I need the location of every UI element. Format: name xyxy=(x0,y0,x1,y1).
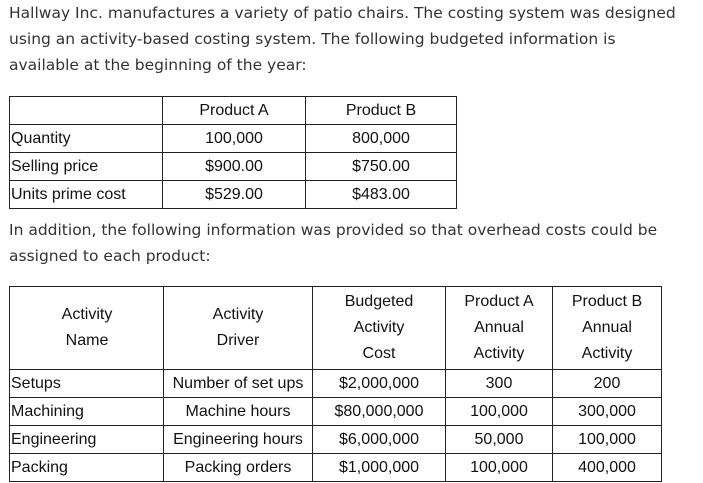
table-row xyxy=(10,398,662,426)
table-cell: 300 xyxy=(446,370,553,398)
product-info-table xyxy=(9,96,457,209)
activity-cost-table xyxy=(9,286,662,482)
intro-paragraph xyxy=(9,0,699,78)
table-cell: 100,000 xyxy=(163,125,306,153)
header-cell-product-a: Product A Annual Activity xyxy=(446,287,553,370)
table-cell: $6,000,000 xyxy=(313,426,446,454)
table-cell: $529.00 xyxy=(163,181,306,209)
table-cell: 50,000 xyxy=(446,426,553,454)
header-cell: Product B xyxy=(306,97,457,125)
table-cell: Number of set ups xyxy=(164,370,313,398)
table-cell: Packing orders xyxy=(164,454,313,482)
intro-line: available at the beginning of the year: xyxy=(9,56,307,74)
table-cell: 100,000 xyxy=(446,398,553,426)
intro-line: using an activity-based costing system. The following budgeted information is xyxy=(9,30,616,48)
row-label: Engineering xyxy=(10,426,164,454)
table-cell: Engineering hours xyxy=(164,426,313,454)
table-cell: 800,000 xyxy=(306,125,457,153)
table-row xyxy=(10,370,662,398)
table-row xyxy=(10,181,457,209)
table-cell: Machine hours xyxy=(164,398,313,426)
row-label: Setups xyxy=(10,370,164,398)
table-cell: 100,000 xyxy=(553,426,662,454)
row-label: Units prime cost xyxy=(10,181,163,209)
table-header-row xyxy=(10,97,457,125)
addition-line: assigned to each product: xyxy=(9,247,211,265)
row-label: Selling price xyxy=(10,153,163,181)
addition-paragraph xyxy=(9,217,699,269)
table-cell: $2,000,000 xyxy=(313,370,446,398)
header-cell xyxy=(10,97,163,125)
table-row xyxy=(10,426,662,454)
header-cell-product-b: Product B Annual Activity xyxy=(553,287,662,370)
table-cell: $900.00 xyxy=(163,153,306,181)
table-cell: 300,000 xyxy=(553,398,662,426)
table-cell: $483.00 xyxy=(306,181,457,209)
row-label: Machining xyxy=(10,398,164,426)
table-row xyxy=(10,153,457,181)
header-cell-budgeted-cost: Budgeted Activity Cost xyxy=(313,287,446,370)
table-cell: 100,000 xyxy=(446,454,553,482)
table-cell: $750.00 xyxy=(306,153,457,181)
table-row xyxy=(10,454,662,482)
table-row xyxy=(10,125,457,153)
header-cell-activity-name: Activity Name xyxy=(10,287,164,370)
row-label: Quantity xyxy=(10,125,163,153)
addition-line: In addition, the following information was provided so that overhead costs could be xyxy=(9,221,658,239)
table-cell: 400,000 xyxy=(553,454,662,482)
row-label: Packing xyxy=(10,454,164,482)
header-cell: Product A xyxy=(163,97,306,125)
table-header-row xyxy=(10,287,662,370)
table-cell: $1,000,000 xyxy=(313,454,446,482)
table-cell: $80,000,000 xyxy=(313,398,446,426)
intro-line: Hallway Inc. manufactures a variety of patio chairs. The costing system was designed xyxy=(9,4,676,22)
header-cell-activity-driver: Activity Driver xyxy=(164,287,313,370)
table-cell: 200 xyxy=(553,370,662,398)
